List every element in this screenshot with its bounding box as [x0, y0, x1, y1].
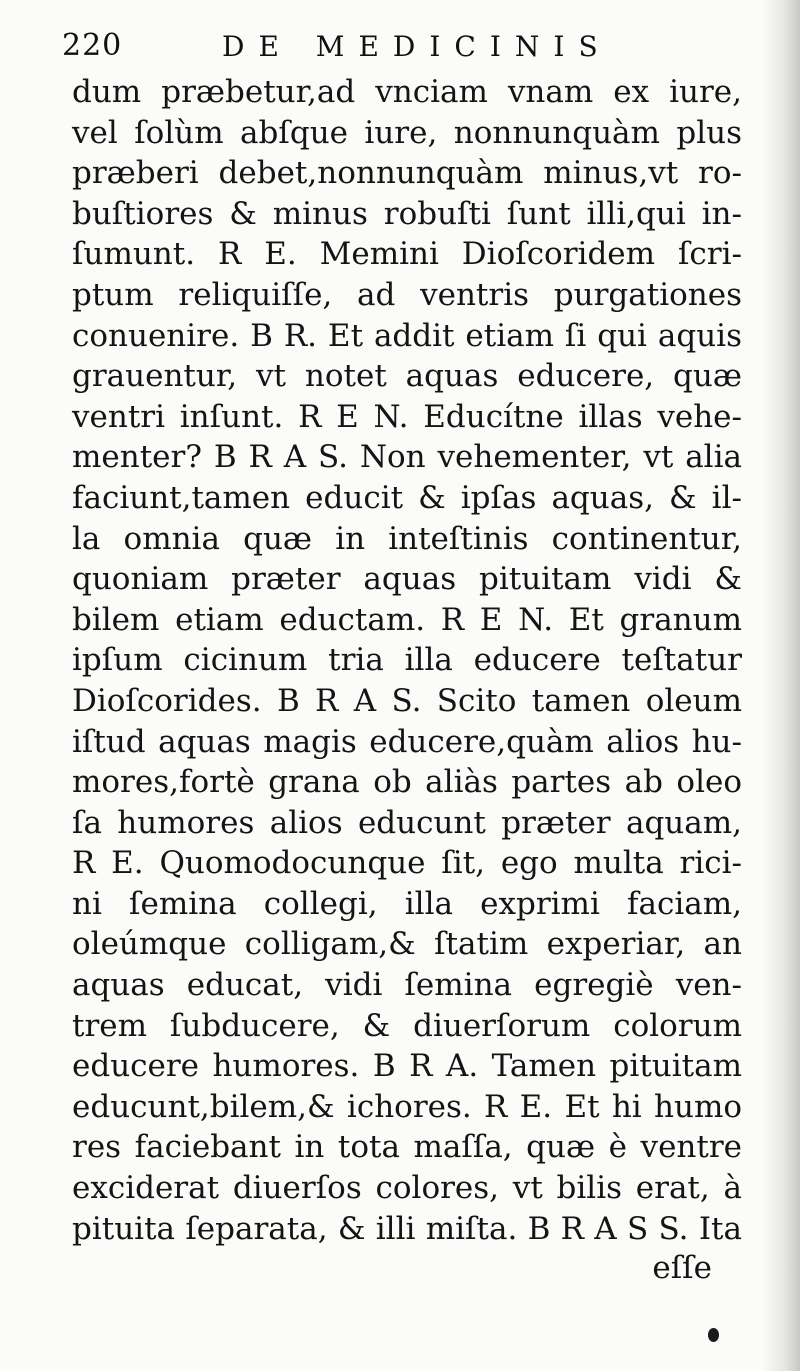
text-line: res faciebant in tota maſſa, quæ è ventre	[72, 1129, 742, 1166]
text-line: aquas educat, vidi ſemina egregiè ven-	[72, 967, 742, 1004]
text-line: ni ſemina collegi, illa exprimi faciam,	[72, 885, 742, 922]
ink-spot	[708, 1328, 719, 1342]
page-gutter-shadow	[762, 0, 800, 1371]
text-line: ſumunt. R E. Memini Dioſcoridem ſcri-	[72, 236, 742, 273]
text-line: exciderat diuerſos colores, vt bilis erat, à	[72, 1170, 742, 1207]
text-line: ptum reliquiſſe, ad ventris purgationes	[72, 276, 742, 313]
text-line: pituita ſeparata, & illi miſta. B R A S S. Ita	[72, 1210, 742, 1247]
text-line: bilem etiam eductam. R E N. Et granum	[72, 601, 742, 638]
text-line: faciunt,tamen educit & ipſas aquas, & il-	[72, 479, 742, 516]
running-title: DE MEDICINIS	[222, 30, 612, 63]
text-line: educere humores. B R A. Tamen pituitam	[72, 1048, 742, 1085]
text-line: mores,fortè grana ob aliàs partes ab oleo	[72, 764, 742, 801]
catchword: eſſe	[652, 1250, 712, 1286]
text-line: R E. Quomodocunque ſit, ego multa rici-	[72, 845, 742, 882]
text-line: vel ſolùm abſque iure, nonnunquàm plus	[72, 114, 742, 151]
text-line: trem ſubducere, & diuerſorum colorum	[72, 1007, 742, 1044]
text-line: ipſum cicinum tria illa educere teſtatur	[72, 642, 742, 679]
page-number: 220	[62, 28, 123, 63]
text-line: la omnia quæ in inteſtinis continentur,	[72, 520, 742, 557]
text-line: quoniam præter aquas pituitam vidi &	[72, 561, 742, 598]
running-head	[62, 24, 722, 68]
text-line: oleúmque colligam,& ſtatim experiar, an	[72, 926, 742, 963]
text-line: menter? B R A S. Non vehementer, vt alia	[72, 439, 742, 476]
text-block	[72, 72, 742, 1249]
text-line: ventri inſunt. R E N. Educítne illas vehe-	[72, 398, 742, 435]
text-line: iſtud aquas magis educere,quàm alios hu-	[72, 723, 742, 760]
text-line: buſtiores & minus robuſti ſunt illi,qui in-	[72, 195, 742, 232]
text-line: ſa humores alios educunt præter aquam,	[72, 804, 742, 841]
text-line: educunt,bilem,& ichores. R E. Et hi humo	[72, 1088, 742, 1125]
text-line: conuenire. B R. Et addit etiam ſi qui aquis	[72, 317, 742, 354]
text-line: Dioſcorides. B R A S. Scito tamen oleum	[72, 682, 742, 719]
text-line: dum præbetur,ad vnciam vnam ex iure,	[72, 74, 742, 110]
text-line: præberi debet,nonnunquàm minus,vt ro-	[72, 155, 742, 192]
text-line: grauentur, vt notet aquas educere, quæ	[72, 358, 742, 395]
